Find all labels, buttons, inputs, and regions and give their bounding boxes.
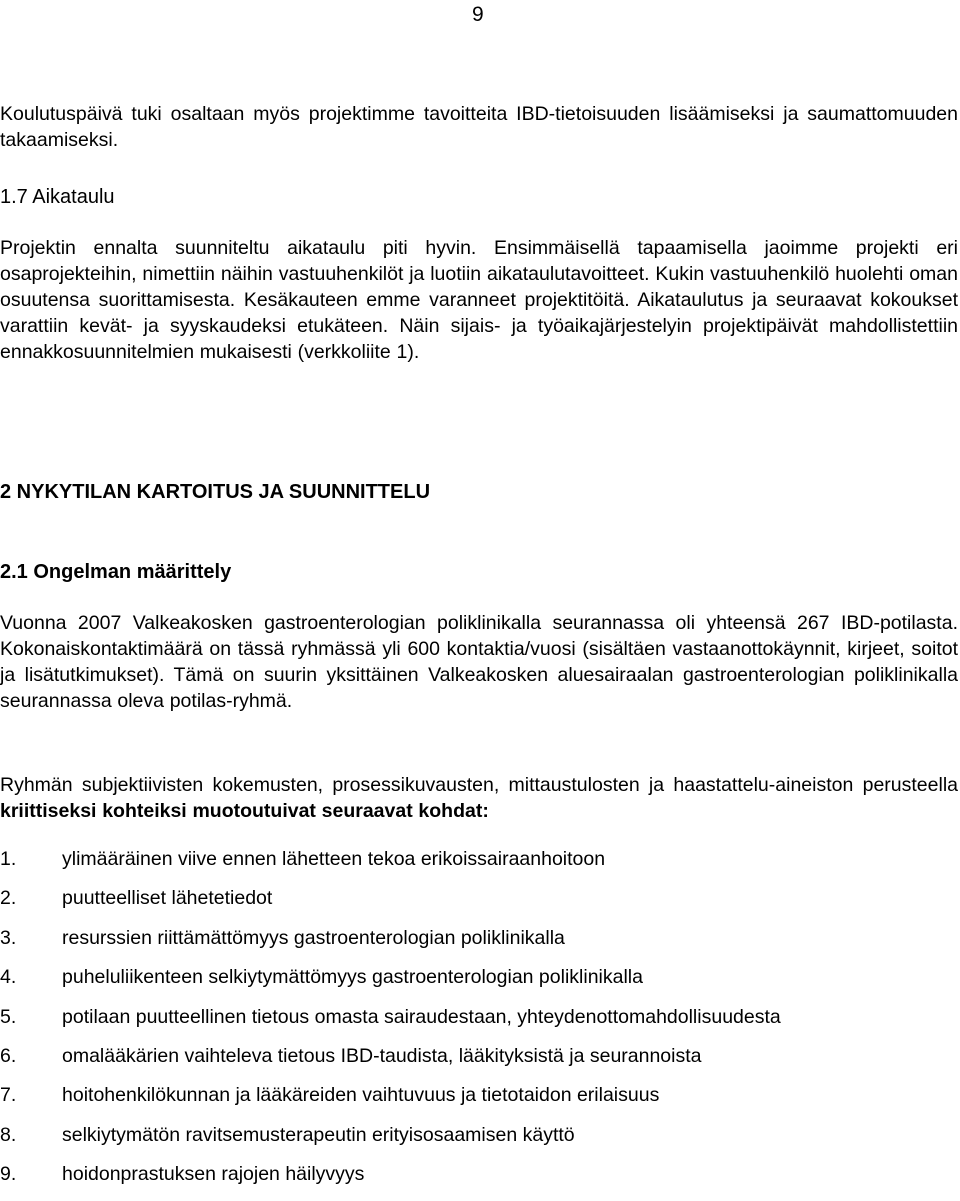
list-item-text: selkiytymätön ravitsemusterapeutin erityisosaamisen käyttö <box>62 1123 575 1146</box>
intro-paragraph: Koulutuspäivä tuki osaltaan myös projektimme tavoitteita IBD-tietoisuuden lisäämiseksi ja saumattomuuden takaamiseksi. <box>0 103 958 151</box>
list-item-number: 7. <box>0 1084 17 1107</box>
list-item-number: 8. <box>0 1123 17 1146</box>
list-item <box>0 964 958 1003</box>
list-item-text: puutteelliset lähetetiedot <box>62 887 273 910</box>
problem-paragraph-2 <box>0 772 958 824</box>
list-item-number: 5. <box>0 1005 17 1028</box>
list-item-text: hoitohenkilökunnan ja lääkäreiden vaihtuvuus ja tietotaidon erilaisuus <box>62 1084 660 1107</box>
list-item <box>0 1122 958 1161</box>
list-item-number: 9. <box>0 1163 17 1186</box>
list-item-text: potilaan puutteellinen tietous omasta sairaudestaan, yhteydenottomahdollisuudesta <box>62 1005 781 1028</box>
section-heading-2-1: 2.1 Ongelman määrittely <box>0 561 232 583</box>
list-item <box>0 925 958 964</box>
problem-paragraph-2-bold: kriittiseksi kohteiksi muotoutuivat seuraavat kohdat: <box>0 800 489 822</box>
page-number: 9 <box>472 3 484 26</box>
list-item-number: 1. <box>0 848 17 870</box>
critical-points-list <box>0 846 958 1201</box>
list-item-number: 2. <box>0 887 17 910</box>
list-item <box>0 1004 958 1043</box>
list-item <box>0 1161 958 1200</box>
list-item-number: 4. <box>0 966 17 989</box>
list-item-text: puheluliikenteen selkiytymättömyys gastroenterologian poliklinikalla <box>62 966 643 989</box>
list-item-number: 6. <box>0 1044 17 1067</box>
list-item <box>0 885 958 924</box>
problem-paragraph-2-lead: Ryhmän subjektiivisten kokemusten, prosessikuvausten, mittaustulosten ja haastattelu-aineiston perusteella <box>0 774 958 796</box>
section-heading-2: 2 NYKYTILAN KARTOITUS JA SUUNNITTELU <box>0 481 431 503</box>
list-item <box>0 1043 958 1082</box>
problem-paragraph-1: Vuonna 2007 Valkeakosken gastroenterologian poliklinikalla seurannassa oli yhteensä 267 IBD-potilasta. Kokonaiskontaktimäärä on tässä ryhmässä yli 600 kontaktia/vuosi (sisältäen vastaanottokäynnit, kirjeet, soitot ja lisätutkimukset). Tämä on suurin yksittäinen Valkeakosken aluesairaalan gastroenterologian poliklinikalla seurannassa oleva potilas-ryhmä. <box>0 612 958 712</box>
list-item <box>0 846 958 885</box>
list-item-text: omalääkärien vaihteleva tietous IBD-taudista, lääkityksistä ja seurannoista <box>62 1044 702 1067</box>
list-item-number: 3. <box>0 926 17 949</box>
list-item-text: ylimääräinen viive ennen lähetteen tekoa erikoissairaanhoitoon <box>62 848 606 870</box>
list-item <box>0 1082 958 1121</box>
schedule-paragraph: Projektin ennalta suunniteltu aikataulu piti hyvin. Ensimmäisellä tapaamisella jaoimme projekti eri osaprojekteihin, nimettiin näihin vastuuhenkilöt ja luotiin aikataulutavoitteet. Kukin vastuuhenkilö huolehti oman osuutensa suorittamisesta. Kesäkauteen emme varanneet projektitöitä. Aikataulutus ja seuraavat kokoukset varattiin kevät- ja syyskaudeksi etukäteen. Näin sijais- ja työaikajärjestelyin projektipäivät mahdollistettiin ennakkosuunnitelmien mukaisesti (verkkoliite 1). <box>0 237 958 363</box>
section-heading-1-7: 1.7 Aikataulu <box>0 186 115 208</box>
list-item-text: resurssien riittämättömyys gastroenterologian poliklinikalla <box>62 926 565 949</box>
list-item-text: hoidonprastuksen rajojen häilyvyys <box>62 1163 365 1186</box>
